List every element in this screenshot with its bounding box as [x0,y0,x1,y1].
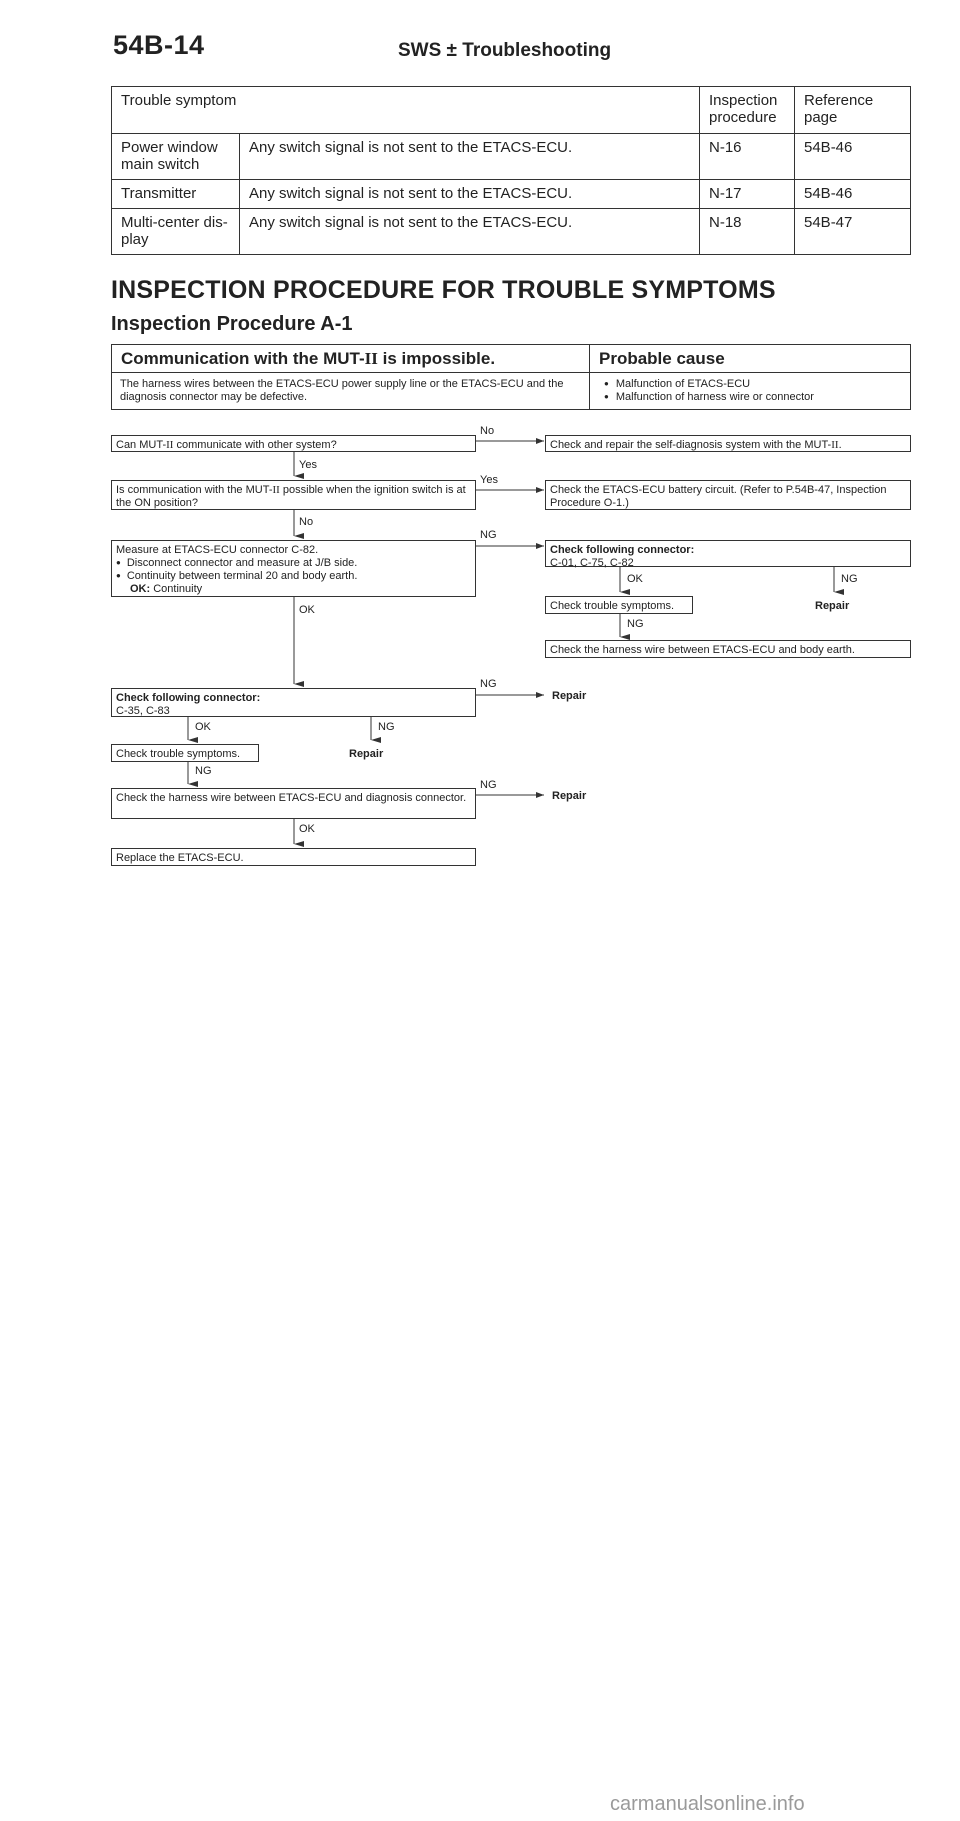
repair-label: Repair [815,600,850,612]
table-cell: 54B-46 [795,180,911,209]
table-cell: 54B-47 [795,209,911,255]
list-item: ● Malfunction of ETACS-ECU [598,378,902,391]
flow-action-harness-body-earth: Check the harness wire between ETACS-ECU and body earth. [545,640,911,658]
branch-label-no: No [299,516,314,528]
list-item: ● Malfunction of harness wire or connector [598,391,902,404]
branch-label-ng: NG [480,678,497,690]
page-number: 54B-14 [113,30,205,60]
branch-label-ng: NG [841,573,858,585]
symptom-header: Communication with the MUT-II is impossible. [112,345,590,373]
branch-label-ng: NG [627,618,644,630]
procedure-heading: Inspection Procedure A-1 [111,313,353,335]
branch-label-yes: Yes [299,459,317,471]
branch-label-ng: NG [195,765,212,777]
repair-label: Repair [349,748,384,760]
flow-step-check-connectors-c01: Check following connector: C-01, C-75, C-82 [545,540,911,567]
watermark: carmanualsonline.info [610,1793,805,1815]
table-header-cell: Reference page [795,87,911,134]
page-title: SWS ± Troubleshooting [398,40,612,61]
table-cell: 54B-46 [795,134,911,180]
table-cell: N-17 [700,180,795,209]
table-header-cell: Inspection procedure [700,87,795,134]
table-cell: N-16 [700,134,795,180]
branch-label-yes: Yes [480,474,498,486]
table-cell: Multi-center dis-play [112,209,240,255]
table-cell: N-18 [700,209,795,255]
repair-label: Repair [552,690,587,702]
branch-label-ok: OK [195,721,211,733]
table-cell: Transmitter [112,180,240,209]
measure-ok-condition: OK: Continuity [130,583,203,595]
measure-bullet: ● Disconnect connector and measure at J/B side. [116,557,471,570]
flow-action-battery-circuit: Check the ETACS-ECU battery circuit. (Refer to P.54B-47, Inspection Procedure O-1.) [545,480,911,510]
flow-action-repair-self-diagnosis: Check and repair the self-diagnosis system with the MUT-II. [545,435,911,452]
table-header-cell: Trouble symptom [112,87,700,134]
flow-step-check-connectors-c35: Check following connector: C-35, C-83 [111,688,476,717]
flow-step-harness-diagnosis-connector: Check the harness wire between ETACS-ECU and diagnosis connector. [111,788,476,819]
symptom-description: The harness wires between the ETACS-ECU power supply line or the ETACS-ECU and the diagnosis connector may be defective. [112,373,590,410]
table-cell: Power window main switch [112,134,240,180]
table-cell: Any switch signal is not sent to the ETACS-ECU. [240,209,700,255]
probable-cause-header: Probable cause [590,345,911,373]
flow-step-check-trouble-symptoms: Check trouble symptoms. [111,744,259,762]
measure-title: Measure at ETACS-ECU connector C-82. [116,544,319,556]
repair-label: Repair [552,790,587,802]
flow-action-replace-ecu: Replace the ETACS-ECU. [111,848,476,866]
flow-step-check-trouble-symptoms: Check trouble symptoms. [545,596,693,614]
flow-step-ignition-on-check: Is communication with the MUT-II possible when the ignition switch is at the ON position? [111,480,476,510]
branch-label-ok: OK [627,573,643,585]
branch-label-ng: NG [480,779,497,791]
flow-step-measure-c82 [111,540,476,597]
branch-label-no: No [480,425,495,437]
measure-bullet: ● Continuity between terminal 20 and body earth. [116,570,471,583]
table-cell: Any switch signal is not sent to the ETACS-ECU. [240,134,700,180]
branch-label-ok: OK [299,604,315,616]
flow-step-can-mut-communicate: Can MUT-II communicate with other system? [111,435,476,452]
branch-label-ok: OK [299,823,315,835]
section-heading: INSPECTION PROCEDURE FOR TROUBLE SYMPTOMS [111,276,776,304]
branch-label-ng: NG [480,529,497,541]
branch-label-ng: NG [378,721,395,733]
table-cell: Any switch signal is not sent to the ETACS-ECU. [240,180,700,209]
